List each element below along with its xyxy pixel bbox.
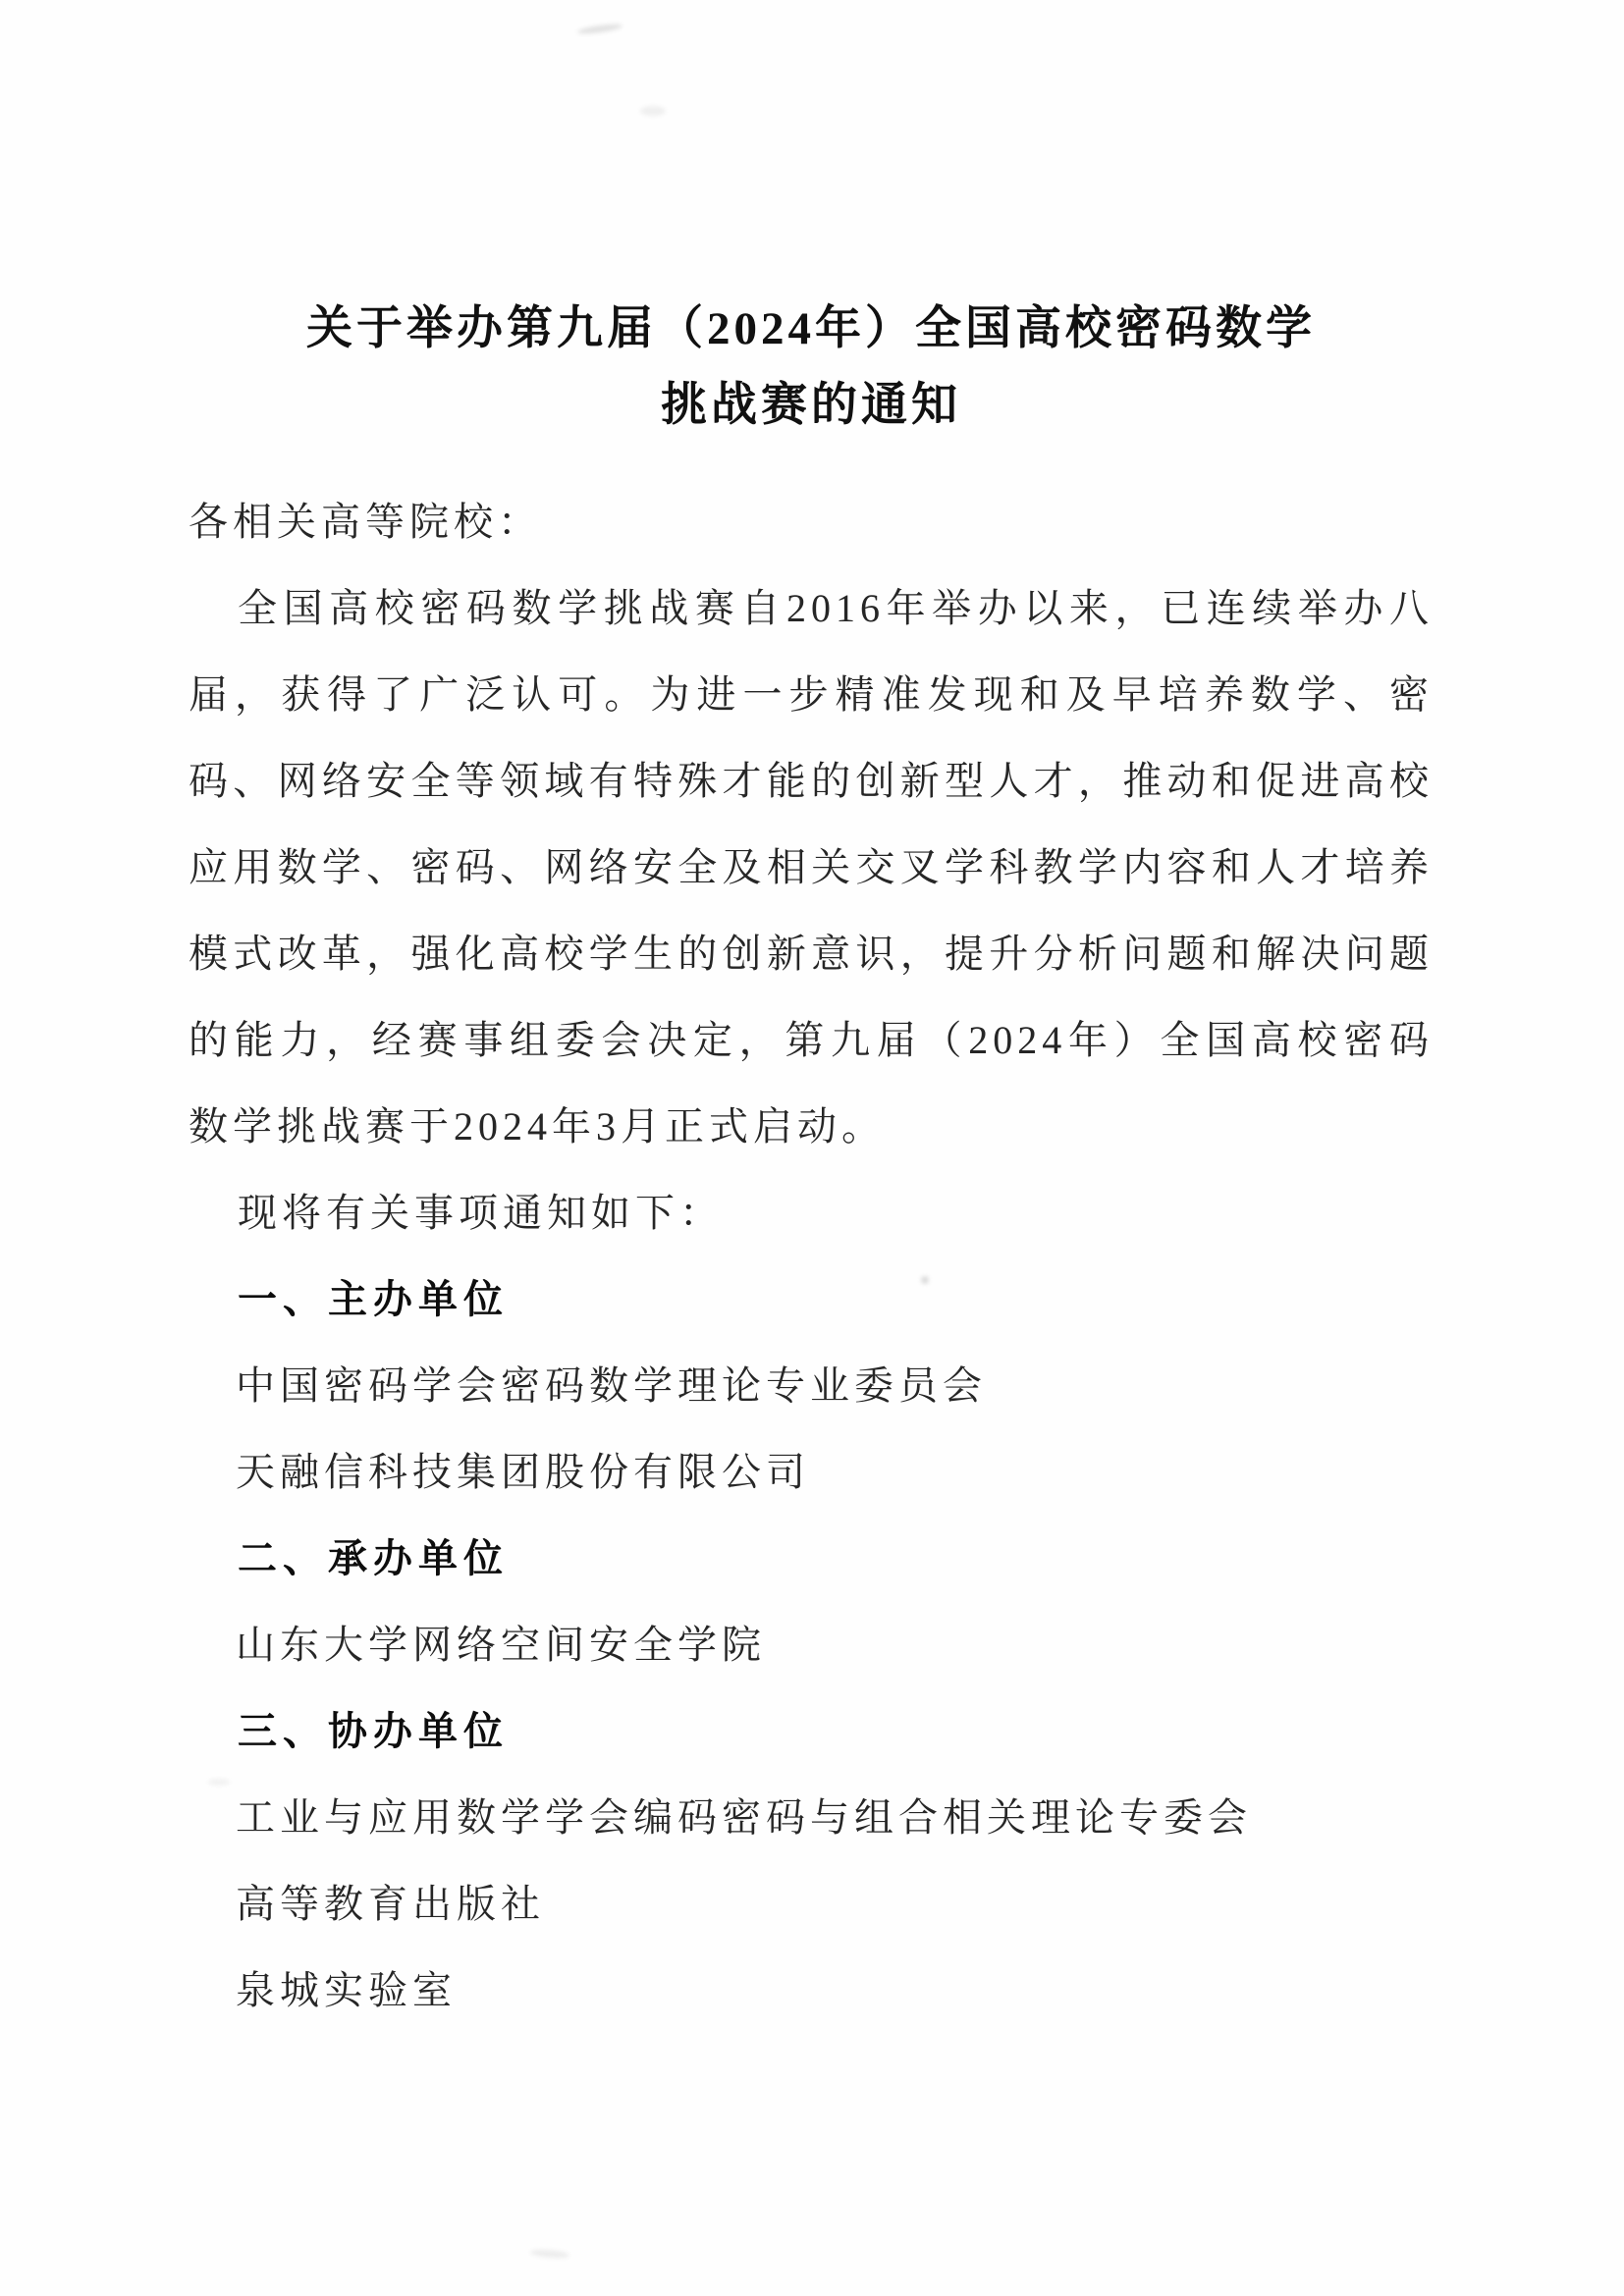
- organization-line: 山东大学网络空间安全学院: [236, 1623, 766, 1667]
- document-title: [189, 291, 1434, 444]
- document-title-line2: 挑战赛的通知: [661, 380, 961, 431]
- scan-artifact: [530, 2248, 570, 2259]
- scan-artifact: [640, 106, 666, 116]
- intro-paragraph: 全国高校密码数学挑战赛自2016年举办以来，已连续举办八届，获得了广泛认可。为进一步精准发现和及早培养数学、密码、网络安全等领域有特殊才能的创新型人才，推动和促进高校应用数学、密码、网络安全及相关交叉学科教学内容和人才培养模式改革，强化高校学生的创新意识，提升分析问题和解决问题的能力，经赛事组委会决定，第九届（2024年）全国高校密码数学挑战赛于2024年3月正式启动。: [189, 586, 1434, 1148]
- lead-in-line: 现将有关事项通知如下：: [238, 1191, 724, 1235]
- document-body: [189, 479, 1434, 2034]
- organization-line: 工业与应用数学学会编码密码与组合相关理论专委会: [236, 1795, 1252, 1840]
- document-content: [189, 291, 1434, 2034]
- section-heading-host: 一、主办单位: [238, 1278, 509, 1321]
- document-title-line1: 关于举办第九届（2024年）全国高校密码数学: [306, 303, 1316, 354]
- salutation: 各相关高等院校：: [189, 500, 542, 544]
- section-heading-organizer: 二、承办单位: [238, 1537, 509, 1580]
- organization-line: 高等教育出版社: [236, 1882, 545, 1926]
- organization-line: 泉城实验室: [236, 1968, 457, 2012]
- organization-line: 中国密码学会密码数学理论专业委员会: [236, 1363, 987, 1408]
- section-heading-co-organizer: 三、协办单位: [238, 1710, 509, 1753]
- organization-line: 天融信科技集团股份有限公司: [236, 1450, 810, 1494]
- scan-artifact: [577, 23, 623, 35]
